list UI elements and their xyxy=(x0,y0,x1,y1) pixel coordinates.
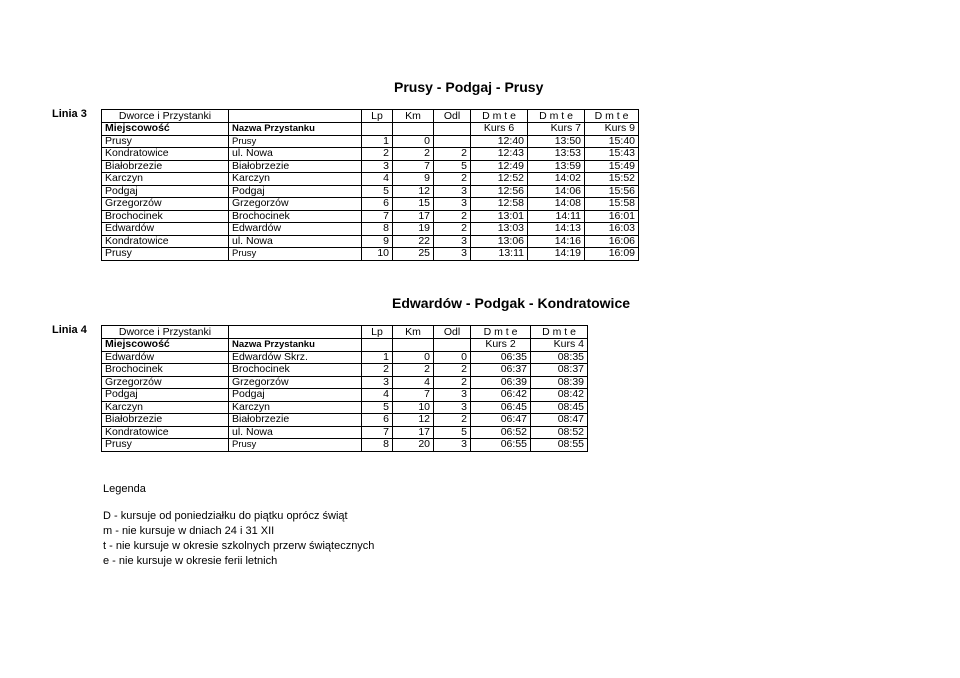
route2-line-label: Linia 4 xyxy=(52,324,87,336)
table-cell: 19 xyxy=(393,223,434,236)
table-cell: 2 xyxy=(434,223,471,236)
legend-list xyxy=(103,509,374,569)
header-cell: Odl xyxy=(434,110,471,123)
table-row xyxy=(102,439,588,452)
table-cell: 3 xyxy=(434,248,471,261)
table-cell: Prusy xyxy=(102,248,229,261)
table-row xyxy=(102,223,639,236)
table-cell: Brochocinek xyxy=(229,364,362,377)
table-cell: 06:37 xyxy=(471,364,531,377)
table-cell: 08:39 xyxy=(531,376,588,389)
table-cell: 08:35 xyxy=(531,351,588,364)
table-cell: Prusy xyxy=(102,439,229,452)
table-cell: Prusy xyxy=(229,135,362,148)
header-cell: Miejscowość xyxy=(102,123,229,136)
table-cell: 16:09 xyxy=(585,248,639,261)
table-cell: 0 xyxy=(393,351,434,364)
header-cell xyxy=(229,326,362,339)
table-row xyxy=(102,426,588,439)
table-row xyxy=(102,364,588,377)
table-cell: 16:03 xyxy=(585,223,639,236)
table-cell: Edwardów xyxy=(229,223,362,236)
table-cell: 12 xyxy=(393,185,434,198)
table-cell: 08:47 xyxy=(531,414,588,427)
header-cell xyxy=(434,339,471,352)
table-row xyxy=(102,376,588,389)
route2-timetable xyxy=(101,325,588,452)
table-cell: 7 xyxy=(393,389,434,402)
table-cell: 3 xyxy=(434,401,471,414)
header-cell: Km xyxy=(393,326,434,339)
table-cell: Grzegorzów xyxy=(102,376,229,389)
table-row xyxy=(102,160,639,173)
table-cell xyxy=(434,135,471,148)
header-cell: D m t e xyxy=(471,110,528,123)
table-cell: 3 xyxy=(434,439,471,452)
table-cell: 17 xyxy=(393,426,434,439)
table-cell: 08:45 xyxy=(531,401,588,414)
table-row xyxy=(102,389,588,402)
table-cell: 10 xyxy=(393,401,434,414)
table-cell: 2 xyxy=(393,148,434,161)
table-cell: 2 xyxy=(434,173,471,186)
table-cell: Białobrzezie xyxy=(229,414,362,427)
table-cell: 3 xyxy=(362,160,393,173)
table-cell: 15:58 xyxy=(585,198,639,211)
table-cell: 06:52 xyxy=(471,426,531,439)
table-cell: 13:01 xyxy=(471,210,528,223)
table-row xyxy=(102,198,639,211)
table-cell: 4 xyxy=(362,173,393,186)
header-cell: Dworce i Przystanki xyxy=(102,326,229,339)
table-cell: 8 xyxy=(362,439,393,452)
table-cell: 08:52 xyxy=(531,426,588,439)
table-cell: 2 xyxy=(362,148,393,161)
table-cell: 14:11 xyxy=(528,210,585,223)
table-cell: 0 xyxy=(434,351,471,364)
header-cell xyxy=(362,123,393,136)
table-cell: 13:03 xyxy=(471,223,528,236)
table-row xyxy=(102,235,639,248)
header-cell: D m t e xyxy=(528,110,585,123)
table-cell: 3 xyxy=(434,235,471,248)
table-cell: 08:55 xyxy=(531,439,588,452)
table-cell: 06:42 xyxy=(471,389,531,402)
table-cell: Prusy xyxy=(102,135,229,148)
table-cell: 25 xyxy=(393,248,434,261)
table-cell: 15:40 xyxy=(585,135,639,148)
table-cell: ul. Nowa xyxy=(229,426,362,439)
table-cell: Białobrzezie xyxy=(102,414,229,427)
table-cell: 14:02 xyxy=(528,173,585,186)
header-cell: Kurs 2 xyxy=(471,339,531,352)
header-cell xyxy=(434,123,471,136)
table-cell: 13:50 xyxy=(528,135,585,148)
table-cell: 06:47 xyxy=(471,414,531,427)
table-cell: Podgaj xyxy=(102,185,229,198)
table-cell: Grzegorzów xyxy=(229,198,362,211)
table-cell: 2 xyxy=(434,376,471,389)
table-cell: Podgaj xyxy=(229,389,362,402)
table-cell: ul. Nowa xyxy=(229,235,362,248)
table-cell: 17 xyxy=(393,210,434,223)
table-cell: 8 xyxy=(362,223,393,236)
header-row xyxy=(102,110,639,123)
table-cell: 2 xyxy=(434,148,471,161)
route2-title: Edwardów - Podgak - Kondratowice xyxy=(392,295,631,311)
table-cell: Kondratowice xyxy=(102,235,229,248)
table-cell: Edwardów Skrz. xyxy=(229,351,362,364)
header-cell: Miejscowość xyxy=(102,339,229,352)
table-cell: 12 xyxy=(393,414,434,427)
header-cell: D m t e xyxy=(471,326,531,339)
table-cell: 15:52 xyxy=(585,173,639,186)
table-cell: 14:16 xyxy=(528,235,585,248)
subheader-row xyxy=(102,123,639,136)
header-cell: D m t e xyxy=(585,110,639,123)
table-row xyxy=(102,148,639,161)
table-cell: Białobrzezie xyxy=(102,160,229,173)
route1-line-label: Linia 3 xyxy=(52,108,87,120)
table-row xyxy=(102,135,639,148)
table-row xyxy=(102,414,588,427)
table-cell: Edwardów xyxy=(102,351,229,364)
table-cell: 12:52 xyxy=(471,173,528,186)
table-cell: Karczyn xyxy=(102,401,229,414)
table-cell: 14:13 xyxy=(528,223,585,236)
table-cell: 9 xyxy=(362,235,393,248)
table-cell: Prusy xyxy=(229,439,362,452)
table-cell: Brochocinek xyxy=(102,364,229,377)
table-cell: 06:55 xyxy=(471,439,531,452)
table-cell: 06:39 xyxy=(471,376,531,389)
table-cell: 20 xyxy=(393,439,434,452)
header-cell: Kurs 6 xyxy=(471,123,528,136)
table-row xyxy=(102,210,639,223)
table-cell: Podgaj xyxy=(229,185,362,198)
header-cell: Dworce i Przystanki xyxy=(102,110,229,123)
table-cell: 15:43 xyxy=(585,148,639,161)
table-cell: 1 xyxy=(362,351,393,364)
table-cell: 13:53 xyxy=(528,148,585,161)
header-cell: Nazwa Przystanku xyxy=(229,123,362,136)
table-cell: 15 xyxy=(393,198,434,211)
table-cell: 13:59 xyxy=(528,160,585,173)
table-cell: Brochocinek xyxy=(102,210,229,223)
header-cell: Kurs 4 xyxy=(531,339,588,352)
table-cell: 5 xyxy=(434,160,471,173)
table-cell: 5 xyxy=(362,185,393,198)
table-cell: 14:19 xyxy=(528,248,585,261)
table-cell: 5 xyxy=(434,426,471,439)
table-cell: 3 xyxy=(434,198,471,211)
legend-item: m - nie kursuje w dniach 24 i 31 XII xyxy=(103,525,275,537)
table-cell: 9 xyxy=(393,173,434,186)
table-cell: 08:37 xyxy=(531,364,588,377)
legend-item: t - nie kursuje w okresie szkolnych przerw świątecznych xyxy=(103,540,375,552)
table-row xyxy=(102,351,588,364)
legend-item: D - kursuje od poniedziałku do piątku oprócz świąt xyxy=(103,510,348,522)
table-cell: 13:06 xyxy=(471,235,528,248)
table-cell: ul. Nowa xyxy=(229,148,362,161)
table-cell: 15:49 xyxy=(585,160,639,173)
table-cell: 3 xyxy=(434,389,471,402)
table-cell: 06:45 xyxy=(471,401,531,414)
table-cell: 5 xyxy=(362,401,393,414)
header-cell: Kurs 7 xyxy=(528,123,585,136)
table-cell: 4 xyxy=(393,376,434,389)
table-cell: 16:01 xyxy=(585,210,639,223)
table-cell: 16:06 xyxy=(585,235,639,248)
table-cell: 6 xyxy=(362,414,393,427)
route1-title: Prusy - Podgaj - Prusy xyxy=(394,79,544,95)
legend-title: Legenda xyxy=(103,483,146,495)
header-cell: Km xyxy=(393,110,434,123)
table-cell: 12:58 xyxy=(471,198,528,211)
header-cell: Lp xyxy=(362,326,393,339)
header-cell: Kurs 9 xyxy=(585,123,639,136)
table-cell: 1 xyxy=(362,135,393,148)
subheader-row xyxy=(102,339,588,352)
table-cell: 6 xyxy=(362,198,393,211)
table-cell: 10 xyxy=(362,248,393,261)
table-cell: Brochocinek xyxy=(229,210,362,223)
table-cell: 12:49 xyxy=(471,160,528,173)
table-row xyxy=(102,248,639,261)
table-cell: 2 xyxy=(393,364,434,377)
table-cell: 06:35 xyxy=(471,351,531,364)
legend-item: e - nie kursuje w okresie ferii letnich xyxy=(103,555,278,567)
table-cell: 08:42 xyxy=(531,389,588,402)
table-cell: Prusy xyxy=(229,248,362,261)
table-cell: 12:56 xyxy=(471,185,528,198)
table-cell: 7 xyxy=(362,210,393,223)
header-cell xyxy=(229,110,362,123)
header-cell: D m t e xyxy=(531,326,588,339)
table-cell: 13:11 xyxy=(471,248,528,261)
table-cell: 2 xyxy=(434,414,471,427)
header-cell: Odl xyxy=(434,326,471,339)
table-cell: 2 xyxy=(434,210,471,223)
table-cell: 22 xyxy=(393,235,434,248)
table-cell: Białobrzezie xyxy=(229,160,362,173)
table-cell: 12:43 xyxy=(471,148,528,161)
table-cell: Karczyn xyxy=(229,173,362,186)
table-cell: 14:06 xyxy=(528,185,585,198)
table-cell: 7 xyxy=(362,426,393,439)
header-cell xyxy=(393,123,434,136)
header-row xyxy=(102,326,588,339)
table-cell: 12:40 xyxy=(471,135,528,148)
table-row xyxy=(102,185,639,198)
table-row xyxy=(102,401,588,414)
table-cell: Kondratowice xyxy=(102,148,229,161)
table-cell: 2 xyxy=(434,364,471,377)
table-cell: Kondratowice xyxy=(102,426,229,439)
header-cell: Nazwa Przystanku xyxy=(229,339,362,352)
table-cell: Grzegorzów xyxy=(229,376,362,389)
table-cell: 15:56 xyxy=(585,185,639,198)
table-cell: 4 xyxy=(362,389,393,402)
header-cell xyxy=(393,339,434,352)
table-cell: 3 xyxy=(434,185,471,198)
table-cell: Podgaj xyxy=(102,389,229,402)
table-cell: 7 xyxy=(393,160,434,173)
header-cell xyxy=(362,339,393,352)
table-cell: 0 xyxy=(393,135,434,148)
table-cell: Karczyn xyxy=(102,173,229,186)
table-cell: 3 xyxy=(362,376,393,389)
route1-timetable xyxy=(101,109,639,261)
header-cell: Lp xyxy=(362,110,393,123)
table-cell: Grzegorzów xyxy=(102,198,229,211)
table-cell: Edwardów xyxy=(102,223,229,236)
table-cell: 2 xyxy=(362,364,393,377)
table-cell: Karczyn xyxy=(229,401,362,414)
table-cell: 14:08 xyxy=(528,198,585,211)
table-row xyxy=(102,173,639,186)
